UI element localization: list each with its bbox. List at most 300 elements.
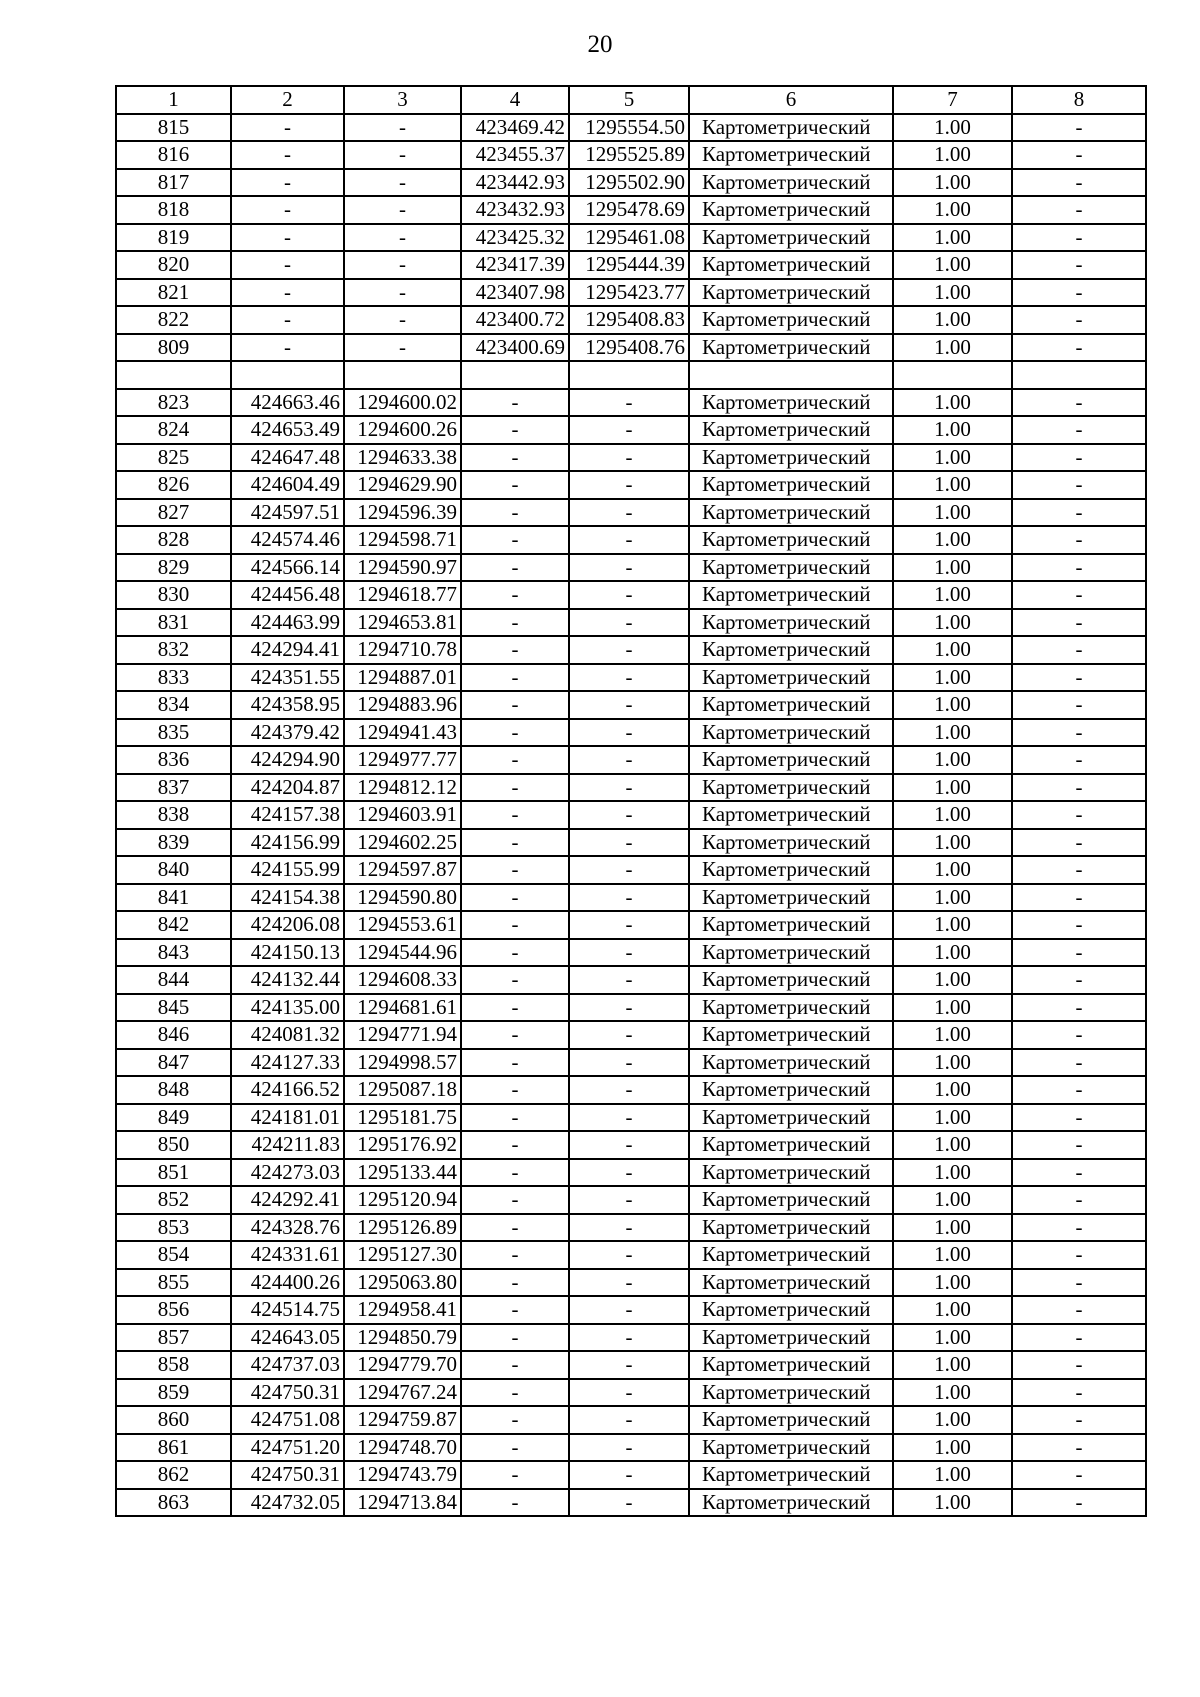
description-cell: - — [1012, 389, 1146, 417]
x-existing-cell: 424643.05 — [231, 1324, 344, 1352]
x-existing-cell: 424604.49 — [231, 471, 344, 499]
y-existing-cell: 1294812.12 — [344, 774, 461, 802]
y-existing-cell: 1294590.97 — [344, 554, 461, 582]
table-row — [116, 1351, 1146, 1379]
point-number-cell: 841 — [116, 884, 231, 912]
y-new-cell: 1295478.69 — [569, 196, 689, 224]
y-new-cell: - — [569, 1186, 689, 1214]
x-existing-cell: - — [231, 169, 344, 197]
x-existing-cell: 424181.01 — [231, 1104, 344, 1132]
x-existing-cell: 424166.52 — [231, 1076, 344, 1104]
x-new-cell: - — [461, 526, 569, 554]
y-new-cell: - — [569, 829, 689, 857]
point-number-cell: 833 — [116, 664, 231, 692]
header-cell: 4 — [461, 86, 569, 114]
y-existing-cell: 1294887.01 — [344, 664, 461, 692]
description-cell: - — [1012, 416, 1146, 444]
description-cell: - — [1012, 1104, 1146, 1132]
y-new-cell: - — [569, 1379, 689, 1407]
method-cell: Картометрический — [689, 334, 893, 362]
x-new-cell: - — [461, 911, 569, 939]
y-existing-cell: - — [344, 224, 461, 252]
accuracy-cell: 1.00 — [893, 939, 1012, 967]
description-cell: - — [1012, 636, 1146, 664]
x-new-cell: - — [461, 1214, 569, 1242]
y-existing-cell: 1294653.81 — [344, 609, 461, 637]
table-row — [116, 719, 1146, 747]
point-number-cell: 815 — [116, 114, 231, 142]
y-existing-cell: 1294767.24 — [344, 1379, 461, 1407]
y-new-cell: - — [569, 1269, 689, 1297]
x-existing-cell: 424647.48 — [231, 444, 344, 472]
table-row — [116, 1186, 1146, 1214]
x-existing-cell: 424294.90 — [231, 746, 344, 774]
x-new-cell: 423400.72 — [461, 306, 569, 334]
x-new-cell: - — [461, 554, 569, 582]
y-existing-cell: 1294618.77 — [344, 581, 461, 609]
accuracy-cell: 1.00 — [893, 609, 1012, 637]
coordinates-table — [115, 85, 1147, 1517]
x-new-cell: - — [461, 719, 569, 747]
method-cell: Картометрический — [689, 554, 893, 582]
method-cell: Картометрический — [689, 884, 893, 912]
accuracy-cell: 1.00 — [893, 746, 1012, 774]
accuracy-cell: 1.00 — [893, 719, 1012, 747]
description-cell: - — [1012, 1214, 1146, 1242]
x-new-cell: - — [461, 416, 569, 444]
y-new-cell: 1295525.89 — [569, 141, 689, 169]
point-number-cell: 847 — [116, 1049, 231, 1077]
point-number-cell: 816 — [116, 141, 231, 169]
table-body — [116, 114, 1146, 1517]
y-existing-cell: 1295181.75 — [344, 1104, 461, 1132]
table-row — [116, 554, 1146, 582]
accuracy-cell: 1.00 — [893, 884, 1012, 912]
table-header — [116, 86, 1146, 114]
x-new-cell: - — [461, 966, 569, 994]
method-cell: Картометрический — [689, 1159, 893, 1187]
y-existing-cell: 1295063.80 — [344, 1269, 461, 1297]
point-number-cell: 855 — [116, 1269, 231, 1297]
method-cell: Картометрический — [689, 416, 893, 444]
point-number-cell: 826 — [116, 471, 231, 499]
x-new-cell: - — [461, 801, 569, 829]
method-cell: Картометрический — [689, 526, 893, 554]
point-number-cell: 828 — [116, 526, 231, 554]
point-number-cell: 851 — [116, 1159, 231, 1187]
table-row — [116, 1159, 1146, 1187]
table-row — [116, 389, 1146, 417]
y-existing-cell: 1294998.57 — [344, 1049, 461, 1077]
table-row — [116, 141, 1146, 169]
y-existing-cell: 1294633.38 — [344, 444, 461, 472]
accuracy-cell: 1.00 — [893, 664, 1012, 692]
y-existing-cell: 1294759.87 — [344, 1406, 461, 1434]
y-existing-cell: 1294544.96 — [344, 939, 461, 967]
y-new-cell: - — [569, 1324, 689, 1352]
point-number-cell: 830 — [116, 581, 231, 609]
x-new-cell: - — [461, 1434, 569, 1462]
method-cell: Картометрический — [689, 1434, 893, 1462]
x-new-cell: - — [461, 1461, 569, 1489]
method-cell: Картометрический — [689, 1186, 893, 1214]
description-cell: - — [1012, 499, 1146, 527]
y-new-cell: - — [569, 444, 689, 472]
method-cell: Картометрический — [689, 581, 893, 609]
header-cell: 8 — [1012, 86, 1146, 114]
y-existing-cell: 1294553.61 — [344, 911, 461, 939]
accuracy-cell: 1.00 — [893, 1241, 1012, 1269]
point-number-cell: 838 — [116, 801, 231, 829]
x-existing-cell: 424292.41 — [231, 1186, 344, 1214]
accuracy-cell: 1.00 — [893, 1351, 1012, 1379]
x-new-cell: - — [461, 1379, 569, 1407]
y-new-cell: - — [569, 1296, 689, 1324]
header-cell: 3 — [344, 86, 461, 114]
x-new-cell: - — [461, 1269, 569, 1297]
description-cell: - — [1012, 1324, 1146, 1352]
description-cell: - — [1012, 1461, 1146, 1489]
y-existing-cell: 1294590.80 — [344, 884, 461, 912]
y-existing-cell: 1295126.89 — [344, 1214, 461, 1242]
y-existing-cell: 1295176.92 — [344, 1131, 461, 1159]
table-row — [116, 884, 1146, 912]
method-cell: Картометрический — [689, 279, 893, 307]
point-number-cell: 836 — [116, 746, 231, 774]
accuracy-cell: 1.00 — [893, 1461, 1012, 1489]
accuracy-cell: 1.00 — [893, 554, 1012, 582]
description-cell: - — [1012, 1434, 1146, 1462]
point-number-cell: 860 — [116, 1406, 231, 1434]
point-number-cell: 820 — [116, 251, 231, 279]
point-number-cell: 821 — [116, 279, 231, 307]
accuracy-cell: 1.00 — [893, 829, 1012, 857]
y-new-cell: - — [569, 884, 689, 912]
x-new-cell: 423417.39 — [461, 251, 569, 279]
y-existing-cell: 1294713.84 — [344, 1489, 461, 1517]
y-new-cell: - — [569, 1021, 689, 1049]
x-existing-cell: 424456.48 — [231, 581, 344, 609]
table-row — [116, 691, 1146, 719]
method-cell — [689, 361, 893, 389]
x-existing-cell: 424351.55 — [231, 664, 344, 692]
description-cell: - — [1012, 196, 1146, 224]
accuracy-cell: 1.00 — [893, 141, 1012, 169]
point-number-cell: 817 — [116, 169, 231, 197]
accuracy-cell: 1.00 — [893, 334, 1012, 362]
table-row — [116, 251, 1146, 279]
table-row — [116, 196, 1146, 224]
x-new-cell: - — [461, 1241, 569, 1269]
accuracy-cell: 1.00 — [893, 471, 1012, 499]
x-existing-cell: 424132.44 — [231, 966, 344, 994]
y-existing-cell: 1294710.78 — [344, 636, 461, 664]
point-number-cell: 839 — [116, 829, 231, 857]
x-new-cell: - — [461, 856, 569, 884]
y-existing-cell — [344, 361, 461, 389]
y-new-cell: 1295554.50 — [569, 114, 689, 142]
description-cell: - — [1012, 581, 1146, 609]
accuracy-cell: 1.00 — [893, 1021, 1012, 1049]
method-cell: Картометрический — [689, 774, 893, 802]
x-existing-cell: 424379.42 — [231, 719, 344, 747]
x-new-cell: - — [461, 1351, 569, 1379]
x-new-cell: - — [461, 1324, 569, 1352]
table-row — [116, 609, 1146, 637]
x-new-cell: 423455.37 — [461, 141, 569, 169]
accuracy-cell: 1.00 — [893, 1159, 1012, 1187]
point-number-cell: 832 — [116, 636, 231, 664]
description-cell: - — [1012, 1076, 1146, 1104]
header-cell: 7 — [893, 86, 1012, 114]
x-existing-cell: 424294.41 — [231, 636, 344, 664]
accuracy-cell: 1.00 — [893, 774, 1012, 802]
point-number-cell — [116, 361, 231, 389]
description-cell: - — [1012, 829, 1146, 857]
x-existing-cell: 424150.13 — [231, 939, 344, 967]
x-existing-cell: 424597.51 — [231, 499, 344, 527]
table-row — [116, 1324, 1146, 1352]
x-existing-cell: 424750.31 — [231, 1379, 344, 1407]
point-number-cell: 827 — [116, 499, 231, 527]
accuracy-cell: 1.00 — [893, 444, 1012, 472]
point-number-cell: 822 — [116, 306, 231, 334]
point-number-cell: 823 — [116, 389, 231, 417]
header-cell: 5 — [569, 86, 689, 114]
table-row — [116, 994, 1146, 1022]
x-existing-cell: 424273.03 — [231, 1159, 344, 1187]
table-row — [116, 1241, 1146, 1269]
y-new-cell: - — [569, 416, 689, 444]
point-number-cell: 842 — [116, 911, 231, 939]
method-cell: Картометрический — [689, 966, 893, 994]
y-new-cell: - — [569, 609, 689, 637]
table-row — [116, 1406, 1146, 1434]
x-new-cell: - — [461, 664, 569, 692]
x-existing-cell: 424157.38 — [231, 801, 344, 829]
accuracy-cell: 1.00 — [893, 856, 1012, 884]
accuracy-cell: 1.00 — [893, 691, 1012, 719]
method-cell: Картометрический — [689, 251, 893, 279]
y-new-cell: - — [569, 1406, 689, 1434]
y-existing-cell: 1294600.26 — [344, 416, 461, 444]
x-existing-cell — [231, 361, 344, 389]
point-number-cell: 809 — [116, 334, 231, 362]
page-number: 20 — [587, 31, 613, 58]
method-cell: Картометрический — [689, 224, 893, 252]
y-new-cell: - — [569, 1049, 689, 1077]
x-new-cell: - — [461, 746, 569, 774]
y-existing-cell: 1294603.91 — [344, 801, 461, 829]
method-cell: Картометрический — [689, 1379, 893, 1407]
y-new-cell: 1295408.83 — [569, 306, 689, 334]
y-new-cell: 1295461.08 — [569, 224, 689, 252]
x-existing-cell: - — [231, 279, 344, 307]
y-existing-cell: - — [344, 279, 461, 307]
method-cell: Картометрический — [689, 1241, 893, 1269]
description-cell: - — [1012, 1489, 1146, 1517]
table-row — [116, 966, 1146, 994]
y-new-cell: - — [569, 1076, 689, 1104]
method-cell: Картометрический — [689, 444, 893, 472]
y-existing-cell: - — [344, 169, 461, 197]
point-number-cell: 859 — [116, 1379, 231, 1407]
accuracy-cell: 1.00 — [893, 1379, 1012, 1407]
accuracy-cell: 1.00 — [893, 1104, 1012, 1132]
y-existing-cell: 1294977.77 — [344, 746, 461, 774]
point-number-cell: 825 — [116, 444, 231, 472]
x-existing-cell: 424211.83 — [231, 1131, 344, 1159]
method-cell: Картометрический — [689, 1324, 893, 1352]
point-number-cell: 831 — [116, 609, 231, 637]
accuracy-cell: 1.00 — [893, 1296, 1012, 1324]
table-row — [116, 1021, 1146, 1049]
accuracy-cell: 1.00 — [893, 1131, 1012, 1159]
table-row — [116, 444, 1146, 472]
x-new-cell: 423400.69 — [461, 334, 569, 362]
x-existing-cell: 424653.49 — [231, 416, 344, 444]
method-cell: Картометрический — [689, 1351, 893, 1379]
y-existing-cell: 1294771.94 — [344, 1021, 461, 1049]
y-existing-cell: 1294600.02 — [344, 389, 461, 417]
accuracy-cell: 1.00 — [893, 1214, 1012, 1242]
x-existing-cell: 424574.46 — [231, 526, 344, 554]
y-new-cell: - — [569, 1159, 689, 1187]
accuracy-cell: 1.00 — [893, 1489, 1012, 1517]
point-number-cell: 818 — [116, 196, 231, 224]
method-cell: Картометрический — [689, 746, 893, 774]
method-cell: Картометрический — [689, 829, 893, 857]
description-cell: - — [1012, 334, 1146, 362]
accuracy-cell: 1.00 — [893, 224, 1012, 252]
y-existing-cell: 1294597.87 — [344, 856, 461, 884]
x-new-cell: - — [461, 994, 569, 1022]
x-existing-cell: 424566.14 — [231, 554, 344, 582]
method-cell: Картометрический — [689, 1269, 893, 1297]
accuracy-cell: 1.00 — [893, 114, 1012, 142]
accuracy-cell: 1.00 — [893, 1186, 1012, 1214]
y-new-cell: 1295423.77 — [569, 279, 689, 307]
method-cell: Картометрический — [689, 939, 893, 967]
table-row — [116, 1214, 1146, 1242]
x-existing-cell: 424514.75 — [231, 1296, 344, 1324]
method-cell: Картометрический — [689, 636, 893, 664]
method-cell: Картометрический — [689, 691, 893, 719]
accuracy-cell: 1.00 — [893, 196, 1012, 224]
description-cell: - — [1012, 774, 1146, 802]
description-cell: - — [1012, 856, 1146, 884]
y-existing-cell: 1294596.39 — [344, 499, 461, 527]
x-new-cell: - — [461, 939, 569, 967]
y-existing-cell: - — [344, 334, 461, 362]
point-number-cell: 849 — [116, 1104, 231, 1132]
x-existing-cell: 424154.38 — [231, 884, 344, 912]
y-existing-cell: 1294743.79 — [344, 1461, 461, 1489]
x-existing-cell: 424751.20 — [231, 1434, 344, 1462]
method-cell: Картометрический — [689, 856, 893, 884]
y-existing-cell: - — [344, 306, 461, 334]
description-cell: - — [1012, 719, 1146, 747]
method-cell: Картометрический — [689, 1296, 893, 1324]
y-new-cell: - — [569, 471, 689, 499]
table-row — [116, 279, 1146, 307]
x-new-cell: - — [461, 1104, 569, 1132]
y-existing-cell: - — [344, 196, 461, 224]
y-new-cell: - — [569, 389, 689, 417]
method-cell: Картометрический — [689, 389, 893, 417]
x-new-cell: 423425.32 — [461, 224, 569, 252]
y-existing-cell: - — [344, 114, 461, 142]
y-existing-cell: 1294850.79 — [344, 1324, 461, 1352]
point-number-cell: 846 — [116, 1021, 231, 1049]
x-existing-cell: 424737.03 — [231, 1351, 344, 1379]
y-existing-cell: - — [344, 141, 461, 169]
method-cell: Картометрический — [689, 1104, 893, 1132]
method-cell: Картометрический — [689, 1131, 893, 1159]
accuracy-cell: 1.00 — [893, 801, 1012, 829]
y-new-cell: - — [569, 526, 689, 554]
table-row — [116, 939, 1146, 967]
method-cell: Картометрический — [689, 169, 893, 197]
method-cell: Картометрический — [689, 1214, 893, 1242]
table-row — [116, 774, 1146, 802]
table-row — [116, 1269, 1146, 1297]
table-row — [116, 416, 1146, 444]
x-existing-cell: 424750.31 — [231, 1461, 344, 1489]
x-existing-cell: 424732.05 — [231, 1489, 344, 1517]
y-existing-cell: 1295120.94 — [344, 1186, 461, 1214]
table-row — [116, 664, 1146, 692]
x-new-cell: - — [461, 581, 569, 609]
table-row — [116, 829, 1146, 857]
point-number-cell: 845 — [116, 994, 231, 1022]
method-cell: Картометрический — [689, 471, 893, 499]
x-existing-cell: - — [231, 334, 344, 362]
table-row — [116, 114, 1146, 142]
header-cell: 6 — [689, 86, 893, 114]
accuracy-cell: 1.00 — [893, 389, 1012, 417]
y-existing-cell: 1294779.70 — [344, 1351, 461, 1379]
y-existing-cell: 1294629.90 — [344, 471, 461, 499]
y-new-cell: - — [569, 581, 689, 609]
y-new-cell: - — [569, 1104, 689, 1132]
method-cell: Картометрический — [689, 141, 893, 169]
point-number-cell: 861 — [116, 1434, 231, 1462]
description-cell: - — [1012, 554, 1146, 582]
y-existing-cell: 1294602.25 — [344, 829, 461, 857]
header-row — [116, 86, 1146, 114]
table-row — [116, 526, 1146, 554]
description-cell: - — [1012, 1379, 1146, 1407]
table-row — [116, 1104, 1146, 1132]
method-cell: Картометрический — [689, 1049, 893, 1077]
x-existing-cell: - — [231, 251, 344, 279]
table-row — [116, 746, 1146, 774]
x-existing-cell: - — [231, 196, 344, 224]
y-new-cell: - — [569, 636, 689, 664]
y-new-cell: - — [569, 994, 689, 1022]
point-number-cell: 824 — [116, 416, 231, 444]
point-number-cell: 819 — [116, 224, 231, 252]
x-existing-cell: - — [231, 306, 344, 334]
y-existing-cell: 1294958.41 — [344, 1296, 461, 1324]
description-cell: - — [1012, 444, 1146, 472]
y-new-cell: - — [569, 1214, 689, 1242]
y-new-cell: - — [569, 1461, 689, 1489]
x-new-cell: 423432.93 — [461, 196, 569, 224]
header-cell: 1 — [116, 86, 231, 114]
accuracy-cell: 1.00 — [893, 169, 1012, 197]
